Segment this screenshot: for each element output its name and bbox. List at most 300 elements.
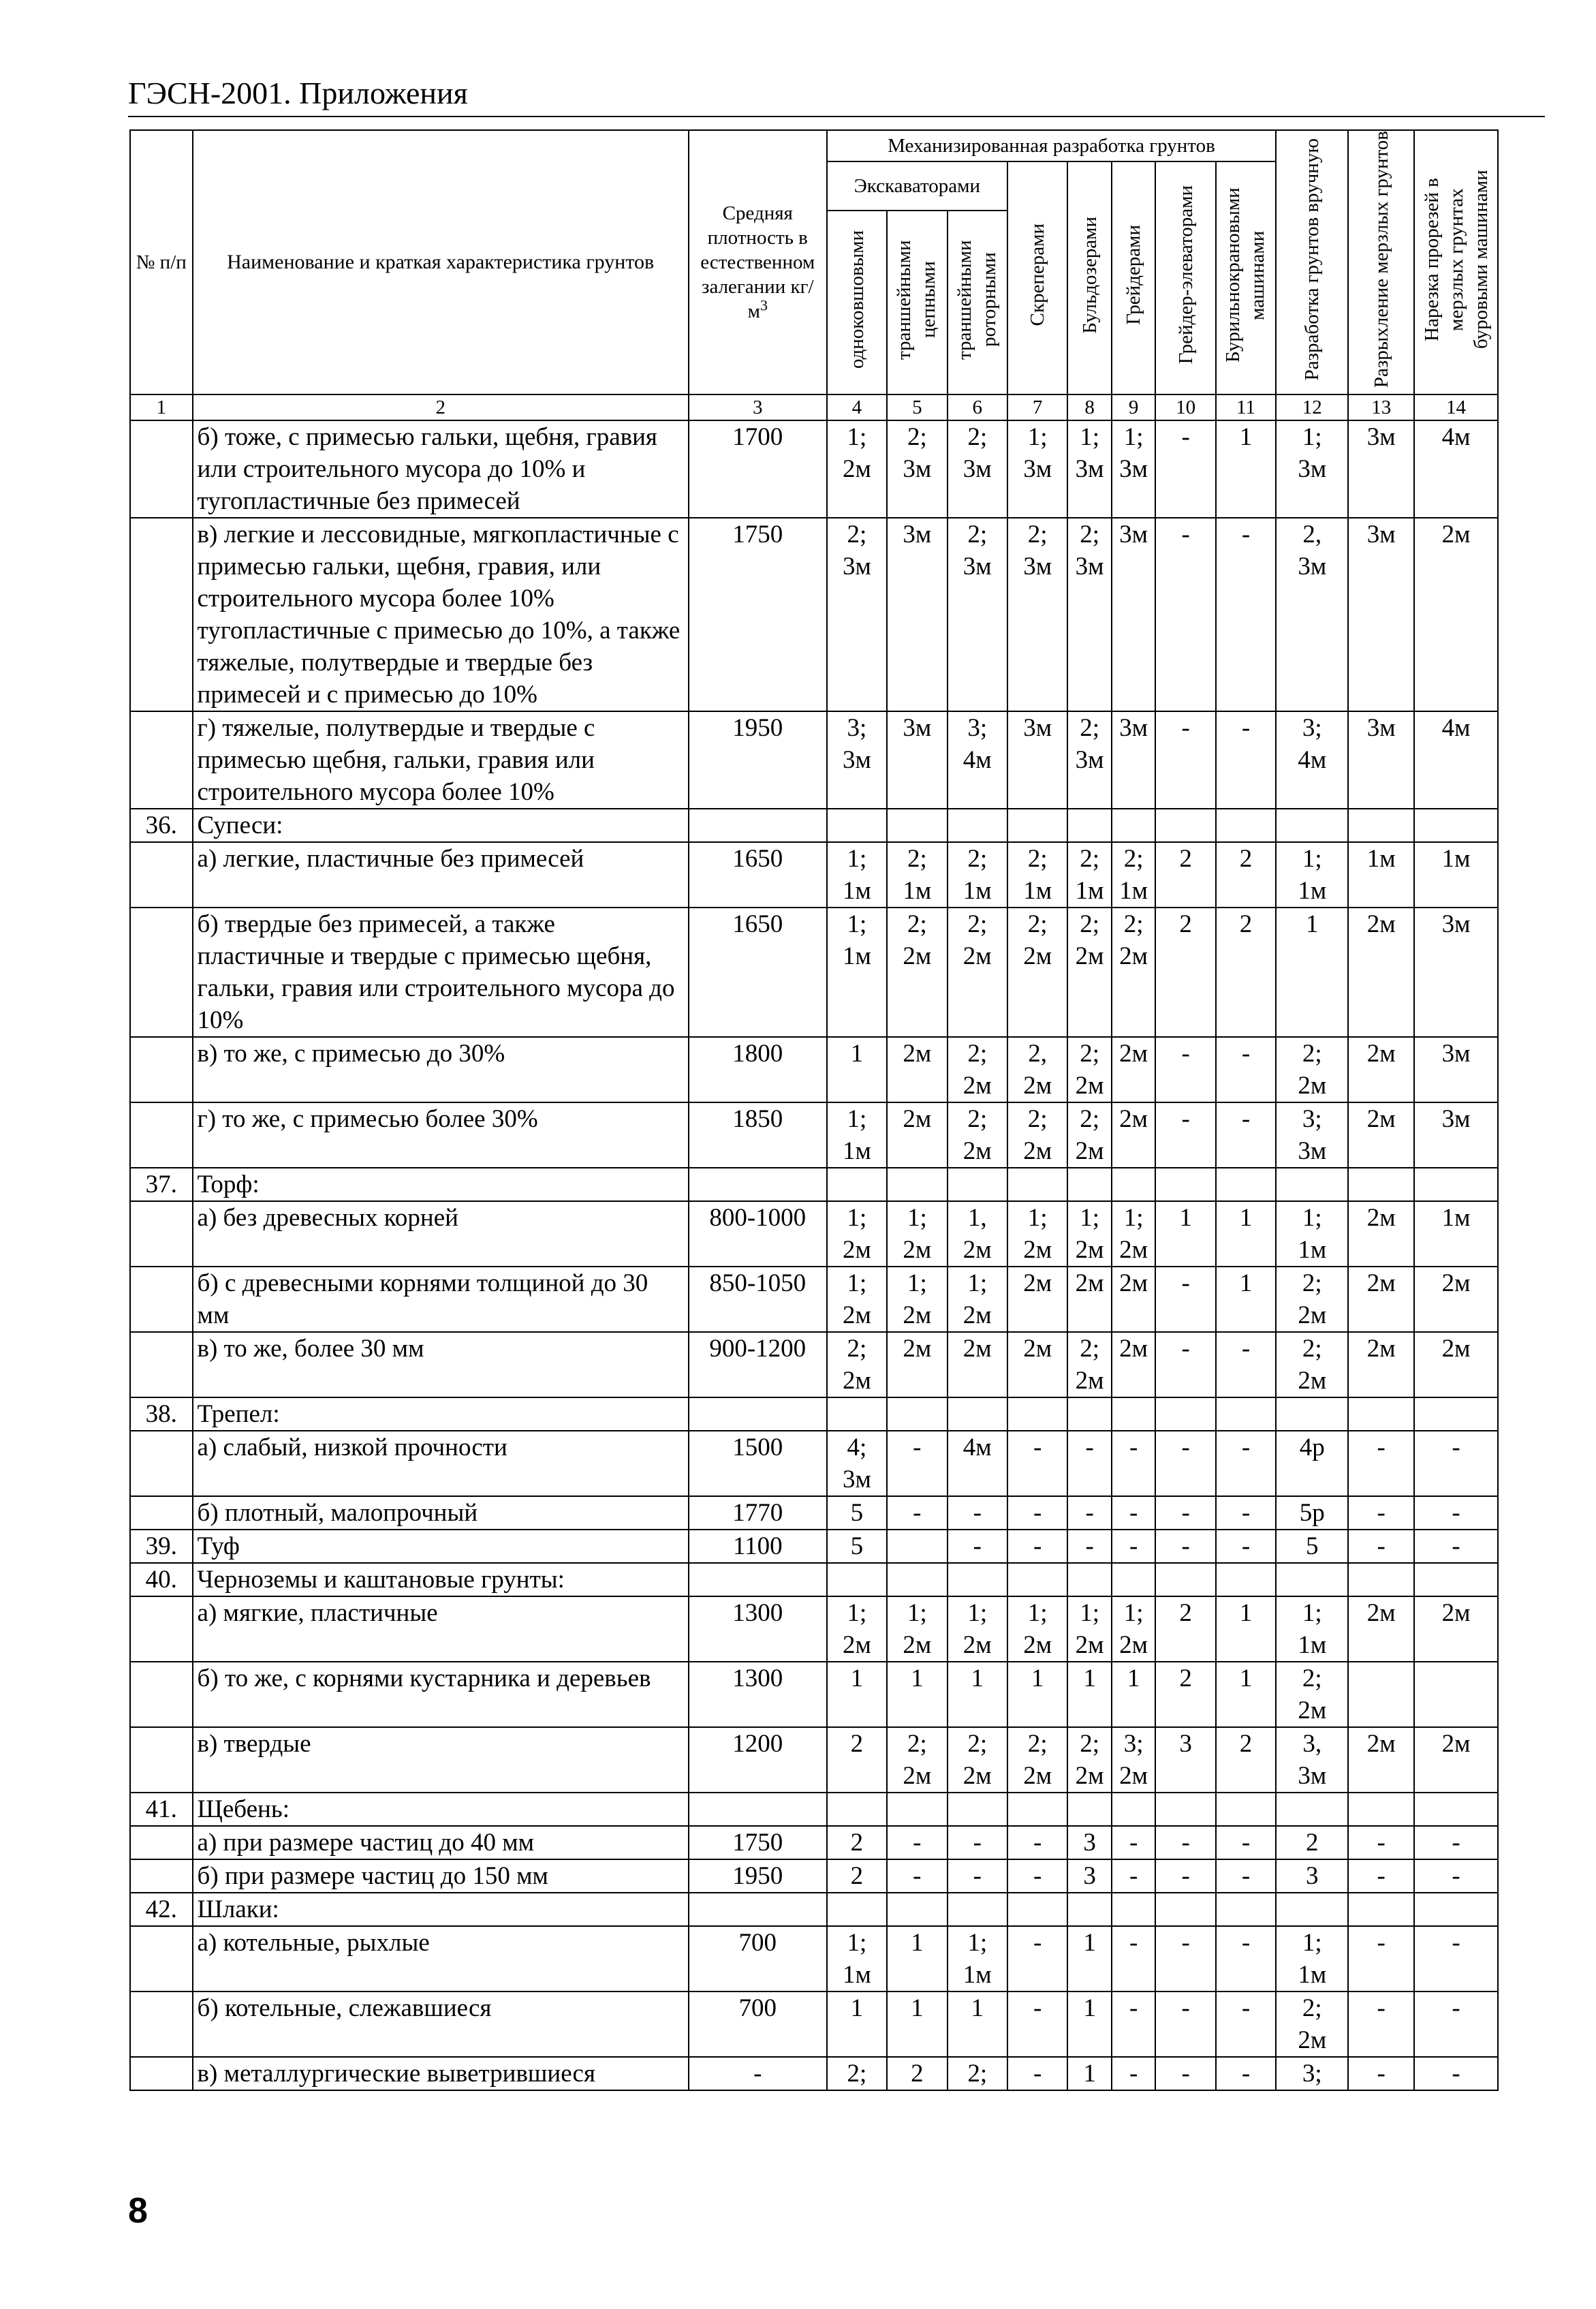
col-number: 9 <box>1112 394 1156 420</box>
category-c9: 2м <box>1112 1332 1156 1397</box>
category-c12: 4р <box>1276 1431 1348 1496</box>
category-c9: 2м <box>1112 1267 1156 1332</box>
density-value: 850-1050 <box>689 1267 827 1332</box>
category-c8: 2; 2м <box>1067 1332 1112 1397</box>
table-row <box>130 1530 1498 1563</box>
category-c5 <box>887 1893 947 1926</box>
category-c9: - <box>1112 1992 1156 2057</box>
category-c11 <box>1216 809 1276 842</box>
row-number <box>130 1431 193 1496</box>
row-number <box>130 842 193 908</box>
category-c4: 1 <box>827 1992 887 2057</box>
table-row <box>130 711 1498 809</box>
category-c14: 3м <box>1414 1037 1498 1102</box>
category-c11: - <box>1216 711 1276 809</box>
table-row <box>130 1596 1498 1662</box>
category-c5: 2; 3м <box>887 420 947 518</box>
table-body <box>130 420 1498 2090</box>
table-row <box>130 809 1498 842</box>
category-c8: 2; 2м <box>1067 908 1112 1037</box>
col-number: 10 <box>1155 394 1215 420</box>
category-c12 <box>1276 1168 1348 1201</box>
soil-description: б) тоже, с примесью гальки, щебня, гравия или строительного мусора до 10% и тугопластичные без примесей <box>193 420 689 518</box>
soil-description: Торф: <box>193 1168 689 1201</box>
category-c11: 1 <box>1216 420 1276 518</box>
category-c14: - <box>1414 1530 1498 1563</box>
row-number <box>130 1859 193 1893</box>
category-c5: 1; 2м <box>887 1267 947 1332</box>
header-num: № п/п <box>130 130 193 394</box>
category-c11: - <box>1216 1102 1276 1168</box>
category-c8: 2; 2м <box>1067 1102 1112 1168</box>
category-c10: - <box>1155 1859 1215 1893</box>
category-c6: 1, 2м <box>948 1201 1007 1267</box>
category-c13: 2м <box>1348 1727 1414 1793</box>
category-c9: - <box>1112 1496 1156 1530</box>
header-c10-text: Грейдер-элеваторами <box>1174 185 1197 365</box>
category-c14: - <box>1414 1496 1498 1530</box>
category-c9: 2; 1м <box>1112 842 1156 908</box>
category-c4 <box>827 809 887 842</box>
soil-description: б) твердые без примесей, а также пластичные и твердые с примесью щебня, гальки, гравия или строительного мусора до 10% <box>193 908 689 1037</box>
soil-description: Туф <box>193 1530 689 1563</box>
category-c10: - <box>1155 1826 1215 1859</box>
category-c12: 2; 2м <box>1276 1662 1348 1727</box>
category-c5: 2 <box>887 2057 947 2090</box>
row-number <box>130 1926 193 1992</box>
category-c8: 1; 2м <box>1067 1201 1112 1267</box>
category-c11 <box>1216 1893 1276 1926</box>
soil-description: г) то же, с примесью более 30% <box>193 1102 689 1168</box>
col-number: 4 <box>827 394 887 420</box>
density-value: 1650 <box>689 908 827 1037</box>
category-c12 <box>1276 1397 1348 1431</box>
category-c8 <box>1067 1793 1112 1826</box>
category-c14 <box>1414 1793 1498 1826</box>
category-c8: 2; 2м <box>1067 1037 1112 1102</box>
table-row <box>130 1893 1498 1926</box>
row-number <box>130 2057 193 2090</box>
category-c4: 2 <box>827 1727 887 1793</box>
header-c14 <box>1414 130 1498 394</box>
density-value: 1500 <box>689 1431 827 1496</box>
density-value <box>689 1397 827 1431</box>
header-c8-text: Бульдозерами <box>1078 216 1101 334</box>
category-c7: 1; 2м <box>1007 1596 1067 1662</box>
category-c11: - <box>1216 1431 1276 1496</box>
category-c5 <box>887 1793 947 1826</box>
category-c4: 1 <box>827 1037 887 1102</box>
category-c10: - <box>1155 1037 1215 1102</box>
category-c9: - <box>1112 1431 1156 1496</box>
soil-description: а) мягкие, пластичные <box>193 1596 689 1662</box>
density-value <box>689 1563 827 1596</box>
category-c9: 1; 2м <box>1112 1596 1156 1662</box>
category-c13: - <box>1348 1992 1414 2057</box>
category-c8: 2; 3м <box>1067 711 1112 809</box>
category-c4: 2 <box>827 1826 887 1859</box>
category-c7 <box>1007 1793 1067 1826</box>
header-c4 <box>827 211 887 394</box>
category-c13: 3м <box>1348 420 1414 518</box>
category-c7 <box>1007 1168 1067 1201</box>
row-number: 39. <box>130 1530 193 1563</box>
category-c10: 2 <box>1155 842 1215 908</box>
category-c4 <box>827 1793 887 1826</box>
category-c7 <box>1007 1893 1067 1926</box>
category-c6: 2; 2м <box>948 1102 1007 1168</box>
category-c11: - <box>1216 1530 1276 1563</box>
row-number: 36. <box>130 809 193 842</box>
category-c13: 3м <box>1348 711 1414 809</box>
category-c4: 2; 3м <box>827 518 887 711</box>
category-c14 <box>1414 1168 1498 1201</box>
category-c6: 1; 2м <box>948 1267 1007 1332</box>
category-c8: - <box>1067 1496 1112 1530</box>
category-c14 <box>1414 1563 1498 1596</box>
category-c13: - <box>1348 1431 1414 1496</box>
header-density <box>689 130 827 394</box>
category-c11: 1 <box>1216 1201 1276 1267</box>
category-c6 <box>948 1563 1007 1596</box>
category-c6: - <box>948 1496 1007 1530</box>
category-c9: 1; 2м <box>1112 1201 1156 1267</box>
category-c9: 3м <box>1112 711 1156 809</box>
row-number <box>130 1727 193 1793</box>
category-c6: 2; 2м <box>948 908 1007 1037</box>
category-c7: - <box>1007 1992 1067 2057</box>
soil-description: в) металлургические выветрившиеся <box>193 2057 689 2090</box>
row-number: 41. <box>130 1793 193 1826</box>
category-c13: 2м <box>1348 1201 1414 1267</box>
category-c6: 2; 2м <box>948 1037 1007 1102</box>
category-c12 <box>1276 1893 1348 1926</box>
category-c12: 2; 2м <box>1276 1037 1348 1102</box>
category-c4: 1; 1м <box>827 908 887 1037</box>
category-c4: 2; 2м <box>827 1332 887 1397</box>
category-c10: - <box>1155 1332 1215 1397</box>
category-c11: 2 <box>1216 908 1276 1037</box>
category-c8: - <box>1067 1431 1112 1496</box>
row-number <box>130 1826 193 1859</box>
category-c6 <box>948 1168 1007 1201</box>
soil-description: в) твердые <box>193 1727 689 1793</box>
category-c10: - <box>1155 518 1215 711</box>
density-value: 1750 <box>689 518 827 711</box>
category-c5: 2м <box>887 1037 947 1102</box>
density-value: 1850 <box>689 1102 827 1168</box>
row-number <box>130 1496 193 1530</box>
category-c5: 3м <box>887 518 947 711</box>
row-number <box>130 1596 193 1662</box>
category-c7: 1; 3м <box>1007 420 1067 518</box>
density-value <box>689 1793 827 1826</box>
row-number <box>130 1037 193 1102</box>
category-c14 <box>1414 1893 1498 1926</box>
header-c5-text: траншейными цепными <box>893 239 940 360</box>
col-number: 13 <box>1348 394 1414 420</box>
category-c14: 3м <box>1414 908 1498 1037</box>
category-c5: 1; 2м <box>887 1596 947 1662</box>
row-number: 40. <box>130 1563 193 1596</box>
table-row <box>130 518 1498 711</box>
category-c6: - <box>948 1859 1007 1893</box>
category-c5 <box>887 1168 947 1201</box>
category-c13 <box>1348 1168 1414 1201</box>
category-c13: - <box>1348 1826 1414 1859</box>
category-c13: 2м <box>1348 908 1414 1037</box>
category-c8: 2; 1м <box>1067 842 1112 908</box>
category-c7: - <box>1007 2057 1067 2090</box>
soil-description: Шлаки: <box>193 1893 689 1926</box>
category-c7 <box>1007 809 1067 842</box>
row-number: 37. <box>130 1168 193 1201</box>
category-c8: 2м <box>1067 1267 1112 1332</box>
header-rule <box>128 116 1545 117</box>
category-c4: 1; 2м <box>827 1201 887 1267</box>
table-row <box>130 1037 1498 1102</box>
col-number: 3 <box>689 394 827 420</box>
category-c9: - <box>1112 1859 1156 1893</box>
category-c10: - <box>1155 1926 1215 1992</box>
category-c10: 2 <box>1155 1596 1215 1662</box>
row-number <box>130 1201 193 1267</box>
category-c5 <box>887 1530 947 1563</box>
soil-description: а) легкие, пластичные без примесей <box>193 842 689 908</box>
category-c12: 3; 3м <box>1276 1102 1348 1168</box>
soil-description: в) то же, более 30 мм <box>193 1332 689 1397</box>
row-number <box>130 1992 193 2057</box>
category-c8: 1 <box>1067 1662 1112 1727</box>
table-row <box>130 1563 1498 1596</box>
row-number <box>130 1332 193 1397</box>
table-row <box>130 1859 1498 1893</box>
category-c7: 3м <box>1007 711 1067 809</box>
table-row <box>130 1332 1498 1397</box>
density-value: 1750 <box>689 1826 827 1859</box>
category-c12: 5р <box>1276 1496 1348 1530</box>
category-c10: - <box>1155 1530 1215 1563</box>
category-c4: 3; 3м <box>827 711 887 809</box>
category-c14: 4м <box>1414 711 1498 809</box>
category-c12 <box>1276 809 1348 842</box>
category-c5: 1 <box>887 1662 947 1727</box>
category-c8 <box>1067 1563 1112 1596</box>
category-c13 <box>1348 809 1414 842</box>
col-number: 14 <box>1414 394 1498 420</box>
category-c14: 2м <box>1414 518 1498 711</box>
category-c6 <box>948 1893 1007 1926</box>
col-number: 5 <box>887 394 947 420</box>
category-c12: 2 <box>1276 1826 1348 1859</box>
category-c4: 2 <box>827 1859 887 1893</box>
category-c6: - <box>948 1826 1007 1859</box>
category-c10: - <box>1155 1496 1215 1530</box>
table-row <box>130 1102 1498 1168</box>
soil-description: г) тяжелые, полутвердые и твердые с примесью щебня, гальки, гравия или строительного мусора более 10% <box>193 711 689 809</box>
category-c5: - <box>887 1431 947 1496</box>
category-c9 <box>1112 1397 1156 1431</box>
soil-description: б) с древесными корнями толщиной до 30 мм <box>193 1267 689 1332</box>
category-c7: 2м <box>1007 1332 1067 1397</box>
category-c4: 5 <box>827 1530 887 1563</box>
category-c7: 2; 2м <box>1007 1727 1067 1793</box>
category-c12: 3, 3м <box>1276 1727 1348 1793</box>
category-c13 <box>1348 1397 1414 1431</box>
table-row <box>130 1662 1498 1727</box>
category-c11: - <box>1216 2057 1276 2090</box>
category-c10: 2 <box>1155 908 1215 1037</box>
category-c5: 3м <box>887 711 947 809</box>
category-c14: - <box>1414 1826 1498 1859</box>
soil-description: а) без древесных корней <box>193 1201 689 1267</box>
density-value <box>689 1893 827 1926</box>
header-density-sup: 3 <box>760 296 768 314</box>
category-c9: 1; 3м <box>1112 420 1156 518</box>
category-c9: 2м <box>1112 1102 1156 1168</box>
category-c6: 2; 3м <box>948 518 1007 711</box>
table-row <box>130 1496 1498 1530</box>
density-value: 900-1200 <box>689 1332 827 1397</box>
category-c12: 5 <box>1276 1530 1348 1563</box>
category-c5: - <box>887 1826 947 1859</box>
category-c10 <box>1155 809 1215 842</box>
row-number: 42. <box>130 1893 193 1926</box>
col-number: 11 <box>1216 394 1276 420</box>
col-number: 2 <box>193 394 689 420</box>
category-c8 <box>1067 1397 1112 1431</box>
soil-description: а) котельные, рыхлые <box>193 1926 689 1992</box>
category-c7: 1; 2м <box>1007 1201 1067 1267</box>
category-c9: 2; 2м <box>1112 908 1156 1037</box>
category-c5 <box>887 1397 947 1431</box>
category-c9: - <box>1112 1530 1156 1563</box>
category-c14: 2м <box>1414 1596 1498 1662</box>
category-c9: - <box>1112 1926 1156 1992</box>
category-c11: 2 <box>1216 1727 1276 1793</box>
table-row <box>130 1826 1498 1859</box>
category-c13: - <box>1348 1926 1414 1992</box>
category-c4: 5 <box>827 1496 887 1530</box>
table-row <box>130 1201 1498 1267</box>
category-c6: 2; <box>948 2057 1007 2090</box>
category-c12: 3 <box>1276 1859 1348 1893</box>
category-c6: 2; 3м <box>948 420 1007 518</box>
category-c13 <box>1348 1662 1414 1727</box>
category-c9: - <box>1112 2057 1156 2090</box>
header-c11 <box>1216 161 1276 394</box>
column-number-row <box>130 394 1498 420</box>
page-number: 8 <box>128 2191 148 2231</box>
header-c10 <box>1155 161 1215 394</box>
category-c4: 1; 2м <box>827 420 887 518</box>
category-c7: - <box>1007 1496 1067 1530</box>
category-c9: 1 <box>1112 1662 1156 1727</box>
category-c9 <box>1112 1168 1156 1201</box>
category-c14: 4м <box>1414 420 1498 518</box>
category-c11 <box>1216 1563 1276 1596</box>
category-c11 <box>1216 1793 1276 1826</box>
category-c12: 2, 3м <box>1276 518 1348 711</box>
header-c6 <box>948 211 1007 394</box>
category-c9: - <box>1112 1826 1156 1859</box>
category-c5: 1 <box>887 1992 947 2057</box>
category-c7: 2; 3м <box>1007 518 1067 711</box>
density-value: 1300 <box>689 1662 827 1727</box>
category-c6: 2; 2м <box>948 1727 1007 1793</box>
row-number <box>130 1267 193 1332</box>
category-c6: 4м <box>948 1431 1007 1496</box>
category-c10: - <box>1155 1267 1215 1332</box>
category-c5: 2; 1м <box>887 842 947 908</box>
category-c12: 1; 3м <box>1276 420 1348 518</box>
category-c6: 1; 1м <box>948 1926 1007 1992</box>
category-c12: 2; 2м <box>1276 1267 1348 1332</box>
soil-description: Трепел: <box>193 1397 689 1431</box>
row-number <box>130 1662 193 1727</box>
category-c8: 2; 2м <box>1067 1727 1112 1793</box>
header-c12 <box>1276 130 1348 394</box>
header-mechanized: Механизированная разработка грунтов <box>827 130 1277 161</box>
density-value: 1770 <box>689 1496 827 1530</box>
category-c4: 2; <box>827 2057 887 2090</box>
table-row <box>130 1168 1498 1201</box>
density-value: 800-1000 <box>689 1201 827 1267</box>
category-c11: - <box>1216 1037 1276 1102</box>
category-c12 <box>1276 1563 1348 1596</box>
category-c10: 1 <box>1155 1201 1215 1267</box>
table-row <box>130 2057 1498 2090</box>
density-value: 1950 <box>689 1859 827 1893</box>
table-row <box>130 1397 1498 1431</box>
density-value: 1100 <box>689 1530 827 1563</box>
category-c12: 2; 2м <box>1276 1992 1348 2057</box>
soil-classification-table <box>129 129 1499 2091</box>
category-c7 <box>1007 1563 1067 1596</box>
density-value: 1200 <box>689 1727 827 1793</box>
header-c14-text: Нарезка прорезей в мерзлых грунтах буровыми машинами <box>1420 170 1492 349</box>
category-c8 <box>1067 1893 1112 1926</box>
category-c13: 2м <box>1348 1332 1414 1397</box>
soil-description: б) при размере частиц до 150 мм <box>193 1859 689 1893</box>
density-value: 1650 <box>689 842 827 908</box>
soil-description: Черноземы и каштановые грунты: <box>193 1563 689 1596</box>
soil-description: в) легкие и лессовидные, мягкопластичные с примесью гальки, щебня, гравия, или строительного мусора более 10% тугопластичные с примесью до 10%, а также тяжелые, полутвердые и твердые без примесей и с примесью до 10% <box>193 518 689 711</box>
category-c8: 1; 2м <box>1067 1596 1112 1662</box>
category-c10: - <box>1155 1102 1215 1168</box>
category-c11: 1 <box>1216 1267 1276 1332</box>
category-c12: 1; 1м <box>1276 1596 1348 1662</box>
category-c6: 2; 1м <box>948 842 1007 908</box>
category-c12 <box>1276 1793 1348 1826</box>
soil-description: б) котельные, слежавшиеся <box>193 1992 689 2057</box>
density-value: 1950 <box>689 711 827 809</box>
category-c13: 3м <box>1348 518 1414 711</box>
category-c9 <box>1112 1563 1156 1596</box>
category-c4: 4; 3м <box>827 1431 887 1496</box>
category-c10 <box>1155 1168 1215 1201</box>
category-c4 <box>827 1168 887 1201</box>
category-c11 <box>1216 1168 1276 1201</box>
category-c10: - <box>1155 2057 1215 2090</box>
soil-description: в) то же, с примесью до 30% <box>193 1037 689 1102</box>
category-c8 <box>1067 1168 1112 1201</box>
category-c9: 3; 2м <box>1112 1727 1156 1793</box>
category-c6: 2м <box>948 1332 1007 1397</box>
category-c11: - <box>1216 1859 1276 1893</box>
category-c7: - <box>1007 1826 1067 1859</box>
category-c5: 2м <box>887 1332 947 1397</box>
